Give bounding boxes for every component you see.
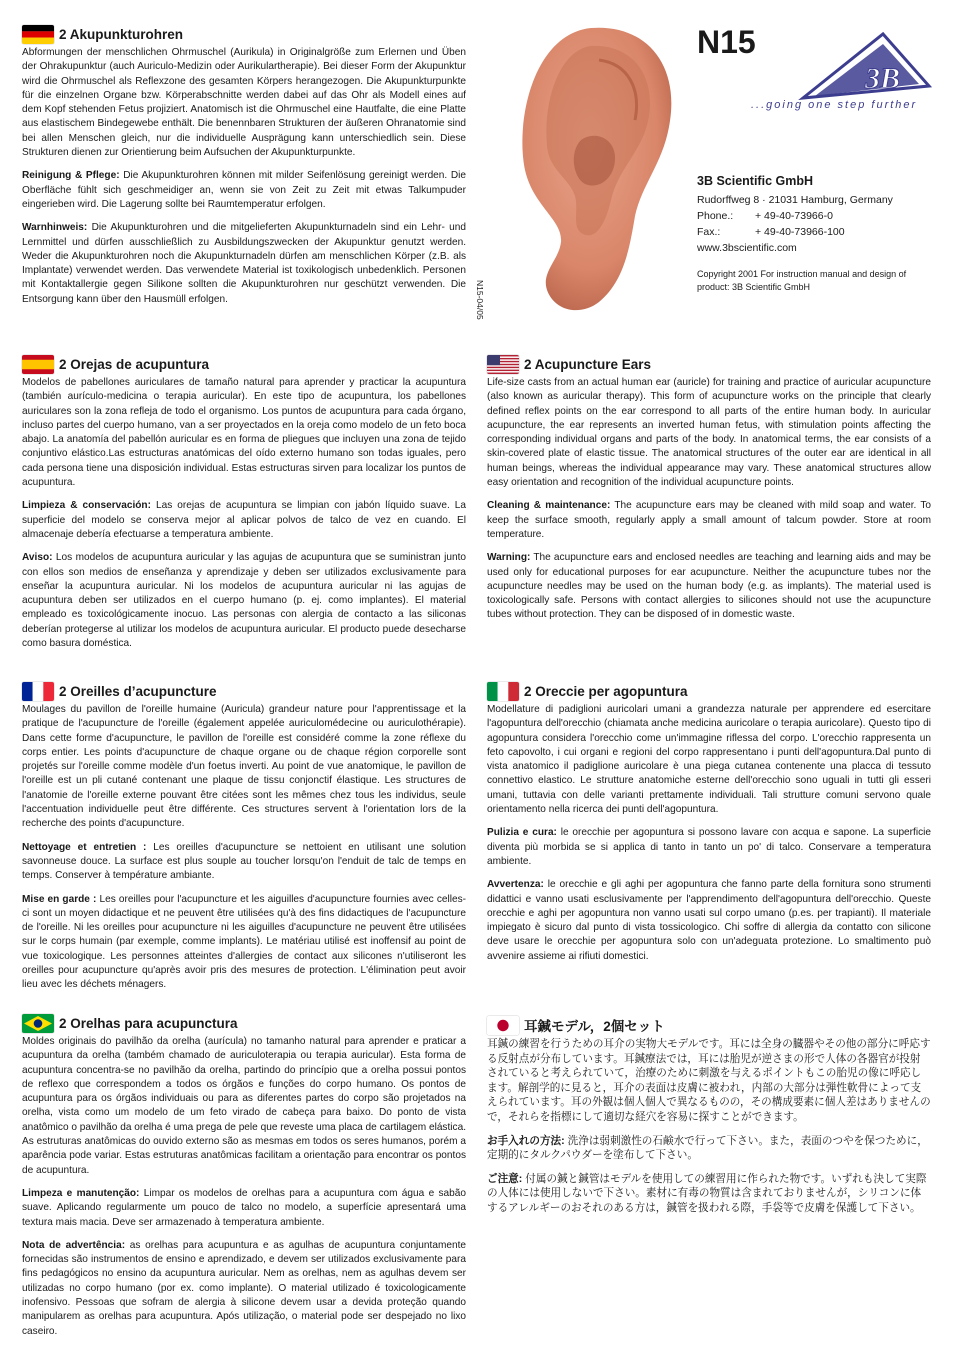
care-label: お手入れの方法:	[487, 1134, 565, 1147]
warning-label: Warning:	[487, 552, 531, 564]
warning-paragraph	[22, 1239, 466, 1339]
section-japanese	[487, 1015, 931, 1225]
section-title: 2 Oreilles d’acupuncture	[59, 683, 217, 699]
care-text: 洗浄は弱刺激性の石鹸水で行って下さい。また，表面のつやを保つために，定期的にタルクパウダーを塗布して下さい。	[487, 1134, 928, 1162]
care-paragraph	[487, 499, 931, 542]
section-header	[22, 24, 466, 44]
section-header	[22, 1013, 466, 1033]
usa-flag-icon	[487, 355, 519, 374]
section-title: 耳鍼モデル，2個セット	[524, 1019, 665, 1034]
care-paragraph	[22, 841, 466, 884]
care-text: Limpar os modelos de orelhas para a acupuntura com água e sabão suave. Aplicando regularmente um pouco de talco no modelo, a superfície apresentará uma textura mais macia. Deve ser armazenado à temperatura ambiente.	[22, 1187, 466, 1228]
intro-paragraph: Moulages du pavillon de l'oreille humaine (Auricula) grandeur nature pour l'apprentissage et la pratique de l'acupuncture de l'oreille (également appelée auriculomédecine ou auriculothérapie). Dans cette forme d'acupuncture, le pavillon de l'oreille est considéré comme la zone réflexe du corps entier. Les points d'acupuncture de chaque organe ou de chaque région corporelle sont projetés sur l'oreille comme modèle d'un foetus inverti. Au point de vue anatomique, le pavillon de l'oreille est un pli cutané contenant une plaque de tissu conjonctif élastique. Les structures de l'anatomie de l'oreille externe pouvant être citées sont les mêmes chez tous les individus, seule l'accentuation individuelle peut être différente. Ces structures servent à l'orientation lors de la recherche des points d'acupuncture.	[22, 704, 466, 830]
france-flag-icon	[22, 682, 54, 701]
intro-paragraph: 耳鍼の練習を行うための耳介の実物大モデルです。耳には全身の臓器やその他の部分に呼応する反射点が分布しています。耳鍼療法では，耳には胎児が逆さまの形で人体の各器官が投射されていると考えられていて，治療のために刺激を与えるポイントもこの胎児の像に呼応します。解剖学的に見ると，耳介の表面は皮膚に被われ，内部の大部分は弾性軟骨によって支えられています。耳の外観は個人個人で異なるものの，その構成要素に個人差はありませんので，それらを指標にして適切な経穴を容易に探すことができます。	[487, 1038, 931, 1123]
warning-paragraph	[22, 893, 466, 993]
warning-text: Les oreilles pour l'acupuncture et les aiguilles d'acupuncture fournies avec celles-ci sont un moyen didactique et ne peuvent être utilisées qu'à des fins didactiques de l'acupuncture de l'oreille. Ni les oreilles pour acupuncture ni les aiguilles d'acupuncture ne peuvent être utilisées sur le corps humain (par exemple, comme implants). Le matériau utilisé est inoffensif au point de vue toxicologique. Les personnes atteintes d'allergies de contact aux silicones n'utiliseront les oreilles pour acupuncture qu'après avoir pris des mesures de protection. L'élimination peut avoir lieu avec les déchets ménagers.	[22, 893, 467, 991]
address-line: Rudorffweg 8 · 21031 Hamburg, Germany	[697, 194, 893, 206]
model-number: N15	[697, 24, 756, 60]
warning-label: Avvertenza:	[487, 879, 544, 891]
care-text: Die Akupunkturohren können mit milder Seifenlösung gereinigt werden. Die Oberfläche fühlt sich geschmeidiger an, wenn sie von Zeit zu Zeit mit etwas Talkumpuder eingerieben wird. Die Lagerung sollte bei Raumtemperatur erfolgen.	[22, 170, 467, 210]
care-text: le orecchie per agopuntura si possono lavare con acqua e sapone. La superficie diventa più morbida se si applica di tanto in tanto un po' di talco. Conservare a temperatura ambiente.	[487, 827, 931, 867]
section-english	[487, 354, 931, 632]
warning-text: 付属の鍼と鍼管はモデルを使用しての練習用に作られた物です。いずれも決して実際の人体には使用しないで下さい。素材に有毒の物質は含まれておりませんが，シリコンに体するアレルギーのおそれのある方は，鍼管を扱われる際，手袋等で皮膚を保護して下さい。	[487, 1172, 927, 1214]
warning-paragraph	[487, 1172, 931, 1216]
warning-text: Los modelos de acupuntura auricular y las agujas de acupuntura que se suministran junto con ellos son medios de enseñanza y aprendizaje y deben ser utilizados exclusivamente para enseñar la acupuntura auricular. Ni los modelos de acupuntura auricular ni las agujas de acupuntura deben ser utilizados en el cuerpo humano (p. ej. como implantes). El material empleado es toxicológicamente inocuo. Las personas con alergia de contacto a las siliconas deberían protegerse al utilizar los modelos de acupuntura auricular. El producto puede desecharse como basura doméstica.	[22, 552, 466, 650]
section-header	[487, 1015, 931, 1035]
intro-paragraph: Moldes originais do pavilhão da orelha (aurícula) no tamanho natural para aprender e praticar a acupuntura da orelha (também chamado de auriculoterapia ou terapia auricular). Esta forma de acupuntura concentra-se no pavilhão da orelha, partindo do princípio que a orelha possui pontos de reflexo que correspondem a todos os órgãos e funções do corpo humano. Os pontos de acupuntura para os órgãos individuais ou para as diferentes partes do corpo são projetados na orelha, vista como um modelo de um feto virado de cabeça para baixo. Do ponto de vista anatômico o pavilhão da orelha é uma prega de pele que reveste uma placa de cartilagem elástica. As estruturas anatômicas do ouvido externo são as mesmas em todos os seres humanos, porém a aparência pode variar. Estas estruturas anatômicas facilitam a orientação para encontrar os pontos de acupuntura.	[22, 1036, 466, 1176]
warning-label: Nota de advertência:	[22, 1239, 126, 1251]
section-header	[22, 354, 466, 374]
care-label: Nettoyage et entretien :	[22, 841, 147, 853]
slogan: ...going one step further	[751, 99, 918, 111]
section-title: 2 Orelhas para acupunctura	[59, 1015, 238, 1031]
section-header	[487, 681, 931, 701]
section-title: 2 Orejas de acupuntura	[59, 356, 210, 372]
fax-label: Fax.:	[697, 226, 721, 238]
section-title: 2 Akupunkturohren	[59, 26, 184, 42]
section-header	[487, 354, 931, 374]
warning-paragraph	[487, 551, 931, 622]
website-link[interactable]: www.3bscientific.com	[697, 242, 797, 254]
care-label: Limpieza & conservación:	[22, 500, 151, 512]
germany-flag-icon	[22, 25, 54, 44]
care-paragraph	[487, 826, 931, 869]
warning-text: The acupuncture ears and enclosed needles are teaching and learning aids and may be used only for educational purposes for ear acupuncture. Neither the acupuncture tubes nor the acupuncture needles may be used on the human body (e.g. as implants). The material used is toxicologically safe. Persons with contact allergies to silicones should not use the acupuncture tubes without protection. They can be disposed of in domestic waste.	[487, 552, 931, 621]
italy-flag-icon	[487, 682, 519, 701]
3b-logo-icon	[795, 30, 935, 102]
fax-line	[697, 224, 893, 240]
warning-paragraph	[487, 878, 931, 964]
section-french	[22, 681, 466, 1002]
section-header	[22, 681, 466, 701]
care-text: The acupuncture ears may be cleaned with mild soap and water. To keep the surface smooth, regularly apply a small amount of talcum powder. Store at room temperature.	[487, 500, 931, 540]
brazil-flag-icon	[22, 1014, 54, 1033]
japan-flag-icon	[487, 1016, 519, 1035]
care-label: Cleaning & maintenance:	[487, 500, 611, 512]
section-spanish	[22, 354, 466, 660]
warning-paragraph	[22, 551, 466, 651]
ear-model-image	[503, 20, 678, 320]
care-paragraph	[22, 1187, 466, 1230]
section-portuguese	[22, 1013, 466, 1348]
document-code: N15-04/05	[475, 280, 485, 320]
intro-paragraph: Modelos de pabellones auriculares de tamaño natural para aprender y practicar la acupuntura (también aurículo-medicina o terapia auricular). En este tipo de acupuntura, los pabellones auriculares son la zona refleja de todo el organismo. Los puntos de acupuntura para cada órgano, incluso partes del cuerpo humano, van a ser proyectados en la oreja como modelo de un feto boca abajo. La anatomía del pabellón auricular es en forma de pliegues que incluyen una zona de tejido conjuntivo elástico.Las estructuras anatómicas del oído externo humano son todas iguales, pero cada persona tiene una disposición individual. Estas estructuras sirven para localizar los puntos de acupuntura.	[22, 377, 466, 489]
warning-text: as orelhas para acupuntura e as agulhas de acupuntura conjuntamente fornecidas são instrumentos de ensino e aprendizado, e devem ser utilizados exclusivamente para fins pedagógicos no ensino da acupuntura auricular. Nem as orelhas, nem as agulhas devem ser utilizadas no corpo humano (por ex. como implante). O material utilizado é toxicologicamente inofensivo. Pessoas que sofram de alergia à silicone devem usar a devida proteção quando manipularem as orelhas para acupuntura. Após utilização, o material pode ser despejado no lixo caseiro.	[22, 1239, 466, 1337]
phone-label: Phone.:	[697, 210, 734, 222]
intro-paragraph: Life-size casts from an actual human ear (auricle) for training and practice of auricular acupuncture (also known as auricular therapy). This form of acupuncture works on the principle that clearly defined reflex points on the ear correspond to all parts of the entire human body. In auricular acupuncture, the ear represents an inverted human fetus, with stimulation points affecting the corresponding individual organs and parts of the body. In anatomical terms, the ear consists of a skin-covered plate of elastic tissue. The anatomical structures of the outer ear are identical in all human beings, whereas the individual appearance may vary. These anatomical structures allow easy orientation and recognition of the individual acupuncture points.	[487, 377, 931, 489]
product-header	[475, 20, 935, 320]
care-paragraph	[487, 1134, 931, 1163]
warning-label: ご注意:	[487, 1172, 523, 1185]
company-address	[697, 192, 893, 256]
intro-paragraph: Modellature di padiglioni auricolari umani a grandezza naturale per apprendere ed esercitare l'agopuntura dell'orecchio (chiamata anche medicina auricolare o terapia auricolare). Questo tipo di agopuntura considera l'orecchio come un'immagine riflessa del corpo. L'orecchio rappresenta un feto capovolto, i cui organi e regioni del corpo rappresentano i punti dell'agopuntura.Dal punto di vista anatomico il padiglione auricolare è una piega cutanea contenente una placca di tessuto connettivo elastico. Le strutture anatomiche esterne dell'orecchio sono uguali in tutti gli esseri umani, tuttavia con delle varianti prettamente individuali. Tali strutture comuni servono quale orientamento nella ricerca dei punti dell'agopuntura.	[487, 704, 931, 816]
care-paragraph	[22, 169, 466, 212]
phone-value: + 49-40-73966-0	[755, 210, 833, 222]
phone-line	[697, 208, 893, 224]
spain-flag-icon	[22, 355, 54, 374]
copyright: Copyright 2001 For instruction manual and design of product: 3B Scientific GmbH	[697, 269, 907, 292]
warning-label: Warnhinweis:	[22, 222, 88, 234]
section-title: 2 Oreccie per agopuntura	[524, 683, 688, 699]
warning-label: Aviso:	[22, 552, 53, 564]
section-italian	[487, 681, 931, 973]
section-german	[22, 24, 466, 316]
section-title: 2 Acupuncture Ears	[524, 356, 652, 372]
warning-label: Mise en garde :	[22, 893, 97, 905]
fax-value: + 49-40-73966-100	[755, 226, 845, 238]
care-label: Reinigung & Pflege:	[22, 170, 120, 182]
company-name: 3B Scientific GmbH	[697, 174, 813, 188]
warning-text: le orecchie e gli aghi per agopuntura che fanno parte della fornitura sono strumenti didattici e vanno usati esclusivamente per l'apprendimento dell'agopuntura dell'orecchio. Queste orecchie e aghi per agopuntura non vanno usati sul corpo umano (p.es. per trapianti). Il materiale impiegato è sicuro dal punto di vista tossicologico. Chi soffre di allergia da contatto con silicone deve usare le orecchie per agopuntura solo con un'adeguata protezione. Lo smaltimento può avvenire assieme ai rifiuti domestici.	[487, 879, 931, 962]
warning-paragraph	[22, 221, 466, 307]
care-label: Pulizia e cura:	[487, 827, 557, 839]
care-text: Les oreilles d'acupuncture se nettoient en utilisant une solution savonneuse douce. La surface est plus souple au toucher lorsqu'on l'enduit de talc de temps en temps. Conserver à température ambiante.	[22, 841, 466, 882]
care-paragraph	[22, 499, 466, 542]
logo-text: 3B	[865, 62, 901, 95]
warning-text: Die Akupunkturohren und die mitgelieferten Akupunkturnadeln sind ein Lehr- und Lernmittel und dürfen ausschließlich zu Ausbildungszwecken der Akupunktur genutzt werden. Weder die Akupunkturohren noch die Akupunkturnadeln dürfen am menschlichen Körper (z.B. als Implantate) verwendet werden. Das verwendete Material ist toxikologisch unbedenklich. Personen mit Kontaktallergie gegen Silikone sollten die Akupunkturohren nur geschützt verwenden. Die Entsorgung kann über den Hausmüll erfolgen.	[22, 222, 466, 305]
care-text: Las orejas de acupuntura se limpian con jabón líquido suave. La superficie del modelo se conserva mejor al aplicar polvos de talco de vez en cuando. El almacenaje debería efectuarse a temperatura ambiente.	[22, 500, 467, 540]
care-label: Limpeza e manutenção:	[22, 1187, 140, 1199]
intro-paragraph: Abformungen der menschlichen Ohrmuschel (Aurikula) in Originalgröße zum Erlernen und Üben der Ohrakupunktur (auch Auriculo-Medizin oder Aurikulartherapie). Bei dieser Form der Akupunktur wird die Ohrmuschel als Reflexzone des gesamten Körpers herangezogen. Die Akupunkturpunkte für die einzelnen Organe bzw. Körperabschnitte werden dabei auf das Ohr als Modell eines auf dem Kopf stehenden Fetus projiziert. Anatomisch ist die Ohrmuschel eine Hautfalte, die eine Platte aus elastischem Bindegewebe enthält. Die benennbaren Strukturen der äußeren Ohranatomie sind bei allen Menschen gleich, nur die individuelle Ausprägung kann unterschiedlich sein. Diese Strukturen dienen zur Orientierung beim Aufsuchen der Akupunkturpunkte.	[22, 47, 466, 159]
